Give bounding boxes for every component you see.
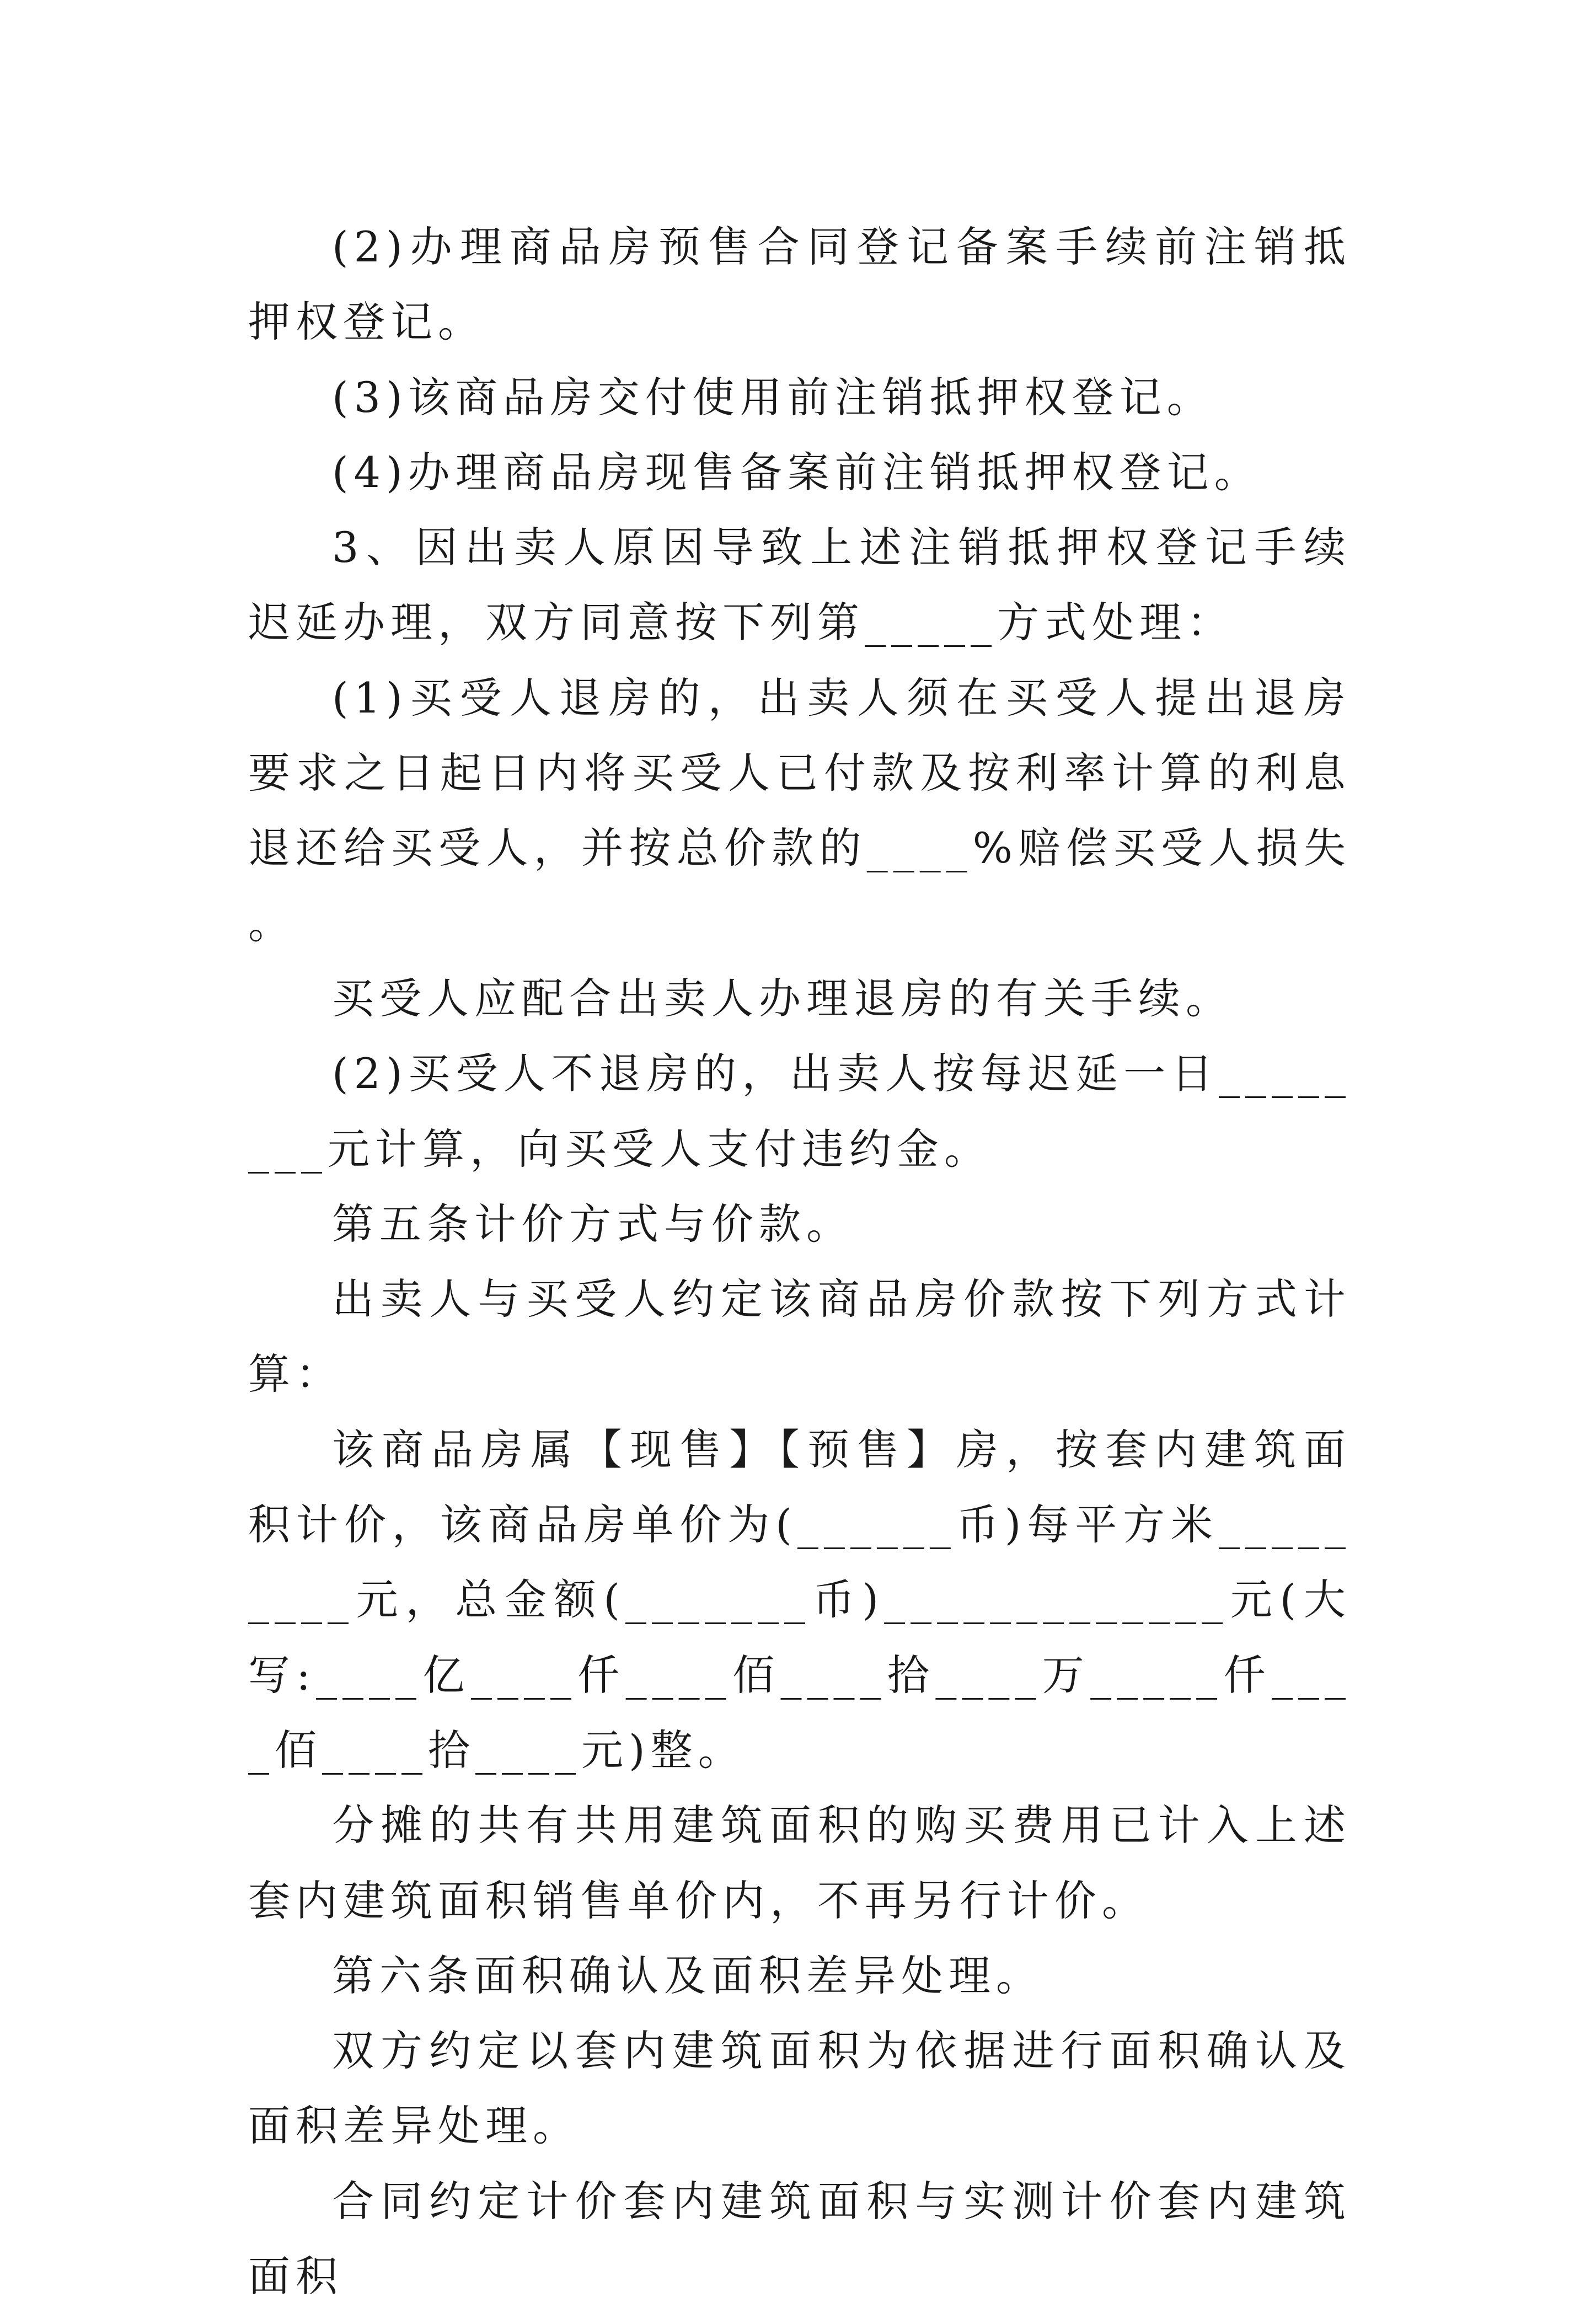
paragraph: 出卖人与买受人约定该商品房价款按下列方式计算： (248, 1274, 1351, 1399)
paragraph: 买受人应配合出卖人办理退房的有关手续。 (332, 973, 1233, 1023)
paragraph: 该商品房属【现售】【预售】房，按套内建筑面积计价，该商品房单价为(______币)每平方米_________元，总金额(_______币)_____________元(大写:____亿____仟____佰____拾____万_____仟____佰____拾____元)整。 (248, 1424, 1351, 1775)
paragraph: (3)该商品房交付使用前注销抵押权登记。 (332, 372, 1214, 422)
paragraph: (4)办理商品房现售备案前注销抵押权登记。 (332, 447, 1262, 497)
paragraph: (2)买受人不退房的，出卖人按每迟延一日________元计算，向买受人支付违约金。 (248, 1049, 1351, 1174)
paragraph: 双方约定以套内建筑面积为依据进行面积确认及面积差异处理。 (248, 2026, 1351, 2151)
document-body (248, 210, 1351, 2314)
paragraph: (2)办理商品房预售合同登记备案手续前注销抵押权登记。 (248, 222, 1351, 347)
paragraph: 分摊的共有共用建筑面积的购买费用已计入上述套内建筑面积销售单价内，不再另行计价。 (248, 1801, 1351, 1925)
paragraph: 合同约定计价套内建筑面积与实测计价套内建筑面积 (248, 2176, 1351, 2301)
paragraph: 3、因出卖人原因导致上述注销抵押权登记手续迟延办理，双方同意按下列第_____方式处理： (248, 523, 1351, 647)
section-heading: 第六条面积确认及面积差异处理。 (332, 1951, 1043, 2000)
section-heading: 第五条计价方式与价款。 (332, 1199, 854, 1249)
paragraph: (1)买受人退房的，出卖人须在买受人提出退房要求之日起日内将买受人已付款及按利率计算的利息退还给买受人，并按总价款的____%赔偿买受人损失。 (248, 673, 1351, 948)
